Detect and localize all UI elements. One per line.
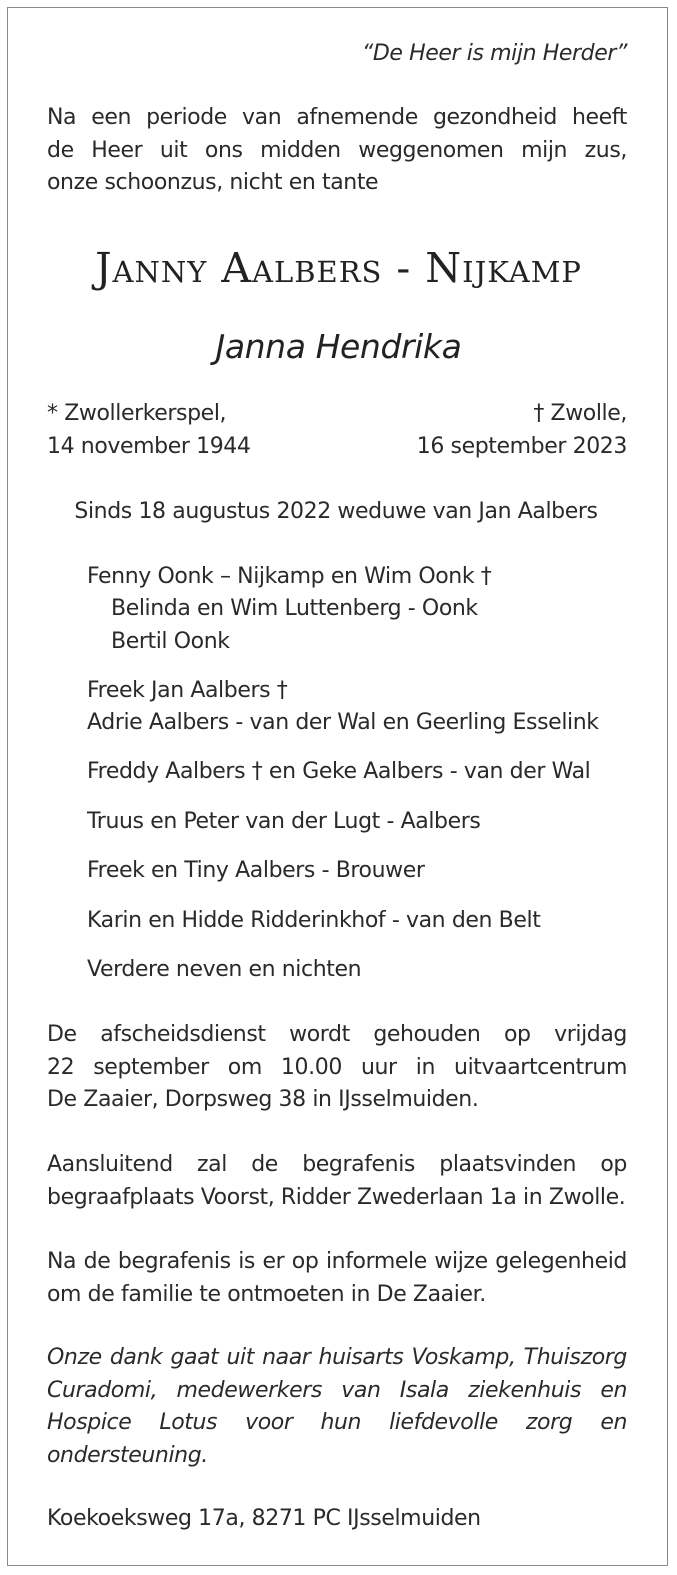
death-place: † Zwolle, [533,401,627,426]
given-name: Janna Hendrika [215,327,462,366]
service-paragraph [47,1019,627,1117]
gathering-line: om de familie te ontmoeten in De Zaaier. [47,1281,486,1307]
thanks-line: Curadomi, medewerkers van Isala ziekenhuis en [47,1377,627,1403]
thanks-line: ondersteuning. [47,1442,208,1468]
birth-place: * Zwollerkerspel, [47,401,227,426]
family-line: Belinda en Wim Luttenberg - Oonk [111,596,478,621]
service-line: De afscheidsdienst wordt gehouden op vrijdag [47,1022,627,1047]
motto: “De Heer is mijn Herder” [361,41,627,66]
widow-line: Sinds 18 augustus 2022 weduwe van Jan Aalbers [74,499,598,524]
family-line: Karin en Hidde Ridderinkhof - van den Belt [87,908,541,933]
burial-line: Aansluitend zal de begrafenis plaatsvinden op [47,1152,627,1177]
family-line: Fenny Oonk – Nijkamp en Wim Oonk † [87,564,492,589]
family-line: Freek Jan Aalbers † [87,678,288,703]
death-date: 16 september 2023 [416,434,627,459]
intro-line: onze schoonzus, nicht en tante [47,170,379,195]
family-line: Truus en Peter van der Lugt - Aalbers [87,809,481,834]
intro-paragraph [47,102,627,200]
intro-line: de Heer uit ons midden weggenomen mijn zus, [47,137,627,163]
gathering-paragraph [47,1246,627,1311]
burial-line: begraafplaats Voorst, Ridder Zwederlaan 1a in Zwolle. [47,1184,626,1210]
deceased-name: Janny Aalbers - Nijkamp [95,244,582,292]
service-line: 22 september om 10.00 uur in uitvaartcentrum [47,1054,627,1080]
birth-date: 14 november 1944 [47,434,251,459]
family-line: Verdere neven en nichten [87,957,362,982]
address: Koekoeksweg 17a, 8271 PC IJsselmuiden [47,1506,481,1531]
thanks-paragraph [47,1342,627,1472]
thanks-line: Hospice Lotus voor hun liefdevolle zorg en [47,1410,627,1435]
thanks-line: Onze dank gaat uit naar huisarts Voskamp, Thuiszorg [47,1345,627,1370]
family-line: Bertil Oonk [111,629,230,654]
service-line: De Zaaier, Dorpsweg 38 in IJsselmuiden. [47,1087,479,1112]
burial-paragraph [47,1149,627,1214]
intro-line: Na een periode van afnemende gezondheid heeft [47,105,627,130]
family-line: Freek en Tiny Aalbers - Brouwer [87,858,425,883]
family-line: Freddy Aalbers † en Geke Aalbers - van der Wal [87,759,591,784]
gathering-line: Na de begrafenis is er op informele wijze gelegenheid [47,1249,627,1274]
family-line: Adrie Aalbers - van der Wal en Geerling Esselink [87,710,599,735]
